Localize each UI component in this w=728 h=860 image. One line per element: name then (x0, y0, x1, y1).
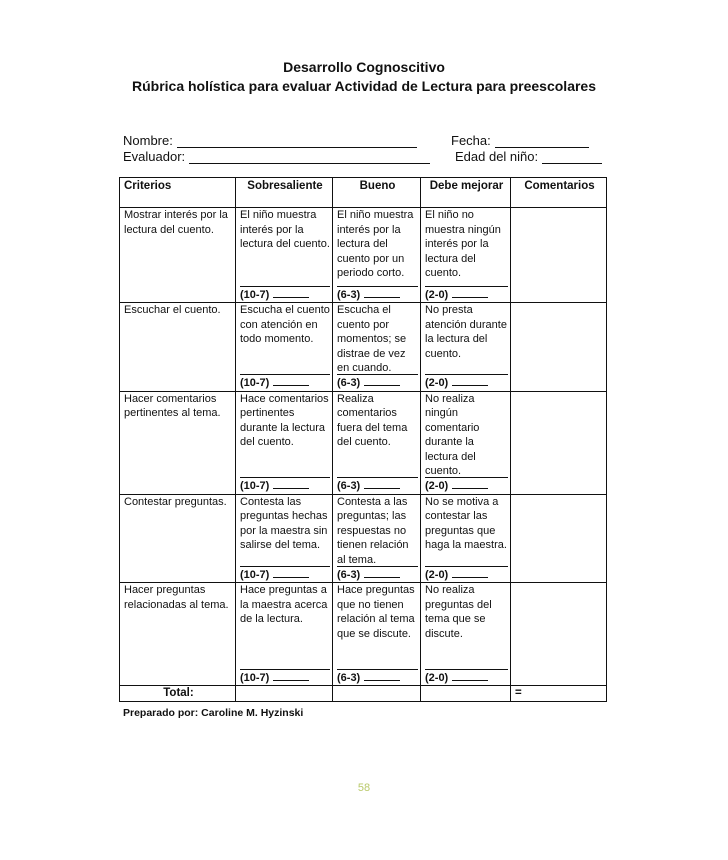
nombre-field[interactable] (123, 133, 417, 148)
total-empty-cell (421, 686, 511, 702)
score-range-label: (6-3) (337, 377, 361, 389)
nombre-blank[interactable] (177, 135, 417, 148)
debe-mejorar-cell (421, 583, 511, 686)
score-range (337, 286, 418, 303)
debe-mejorar-cell (421, 303, 511, 392)
score-range-label: (6-3) (337, 568, 361, 581)
score-range (337, 566, 418, 583)
score-range-label: (6-3) (337, 288, 361, 301)
score-blank[interactable] (273, 670, 309, 681)
debe-mejorar-cell (421, 208, 511, 303)
document-subtitle: Rúbrica holística para evaluar Actividad de Lectura para preescolares (131, 78, 596, 94)
criterion-cell: Contestar preguntas. (120, 494, 236, 583)
header-comentarios: Comentarios (511, 178, 607, 208)
evaluador-label: Evaluador: (123, 149, 186, 164)
score-range (337, 669, 418, 686)
score-range-label: (2-0) (425, 671, 449, 684)
score-blank[interactable] (364, 567, 400, 578)
edad-label: Edad del niño: (455, 149, 539, 164)
bueno-cell (333, 208, 421, 303)
debe-mejorar-cell (421, 391, 511, 494)
header-criterios: Criterios (120, 178, 236, 208)
level-description: El niño muestra interés por la lectura del cuento. (240, 209, 330, 250)
score-blank[interactable] (452, 375, 488, 386)
score-blank[interactable] (452, 670, 488, 681)
score-blank[interactable] (364, 478, 400, 489)
level-description: Hace preguntas a la maestra acerca de la lectura. (240, 584, 328, 625)
score-range-label: (10-7) (240, 671, 270, 684)
level-description: Realiza comentarios fuera del tema del cuento. (337, 392, 408, 448)
table-row (120, 391, 607, 494)
table-row (120, 583, 607, 686)
comment-cell[interactable] (511, 494, 607, 583)
level-description: No realiza preguntas del tema que se discute. (425, 584, 492, 640)
document-title: Desarrollo Cognoscitivo (283, 59, 445, 75)
score-range-label: (2-0) (425, 568, 449, 581)
total-empty-cell (333, 686, 421, 702)
sobresaliente-cell (236, 391, 333, 494)
score-blank[interactable] (273, 567, 309, 578)
level-description: No se motiva a contestar las preguntas que haga la maestra. (425, 495, 507, 551)
comment-cell[interactable] (511, 391, 607, 494)
sobresaliente-cell (236, 494, 333, 583)
score-range (425, 477, 508, 494)
score-range (337, 374, 418, 391)
bueno-cell (333, 494, 421, 583)
criterion-cell: Escuchar el cuento. (120, 303, 236, 392)
score-blank[interactable] (273, 287, 309, 298)
score-range-label: (2-0) (425, 288, 449, 301)
score-blank[interactable] (452, 567, 488, 578)
prepared-by: Preparado por: Caroline M. Hyzinski (123, 707, 304, 719)
score-range (240, 477, 330, 494)
fecha-blank[interactable] (495, 135, 589, 148)
page-number: 58 (357, 782, 371, 794)
score-range (240, 669, 330, 686)
header-sobresaliente: Sobresaliente (236, 178, 333, 208)
score-blank[interactable] (273, 478, 309, 489)
score-blank[interactable] (364, 375, 400, 386)
level-description: Contesta a las preguntas; las respuestas no tienen relación al tema. (337, 495, 409, 566)
table-header-row (120, 178, 607, 208)
score-range-label: (10-7) (240, 377, 270, 389)
sobresaliente-cell (236, 303, 333, 392)
criterion-cell: Hacer comentarios pertinentes al tema. (120, 391, 236, 494)
score-range (425, 566, 508, 583)
fecha-label: Fecha: (451, 133, 491, 148)
debe-mejorar-cell (421, 494, 511, 583)
score-blank[interactable] (364, 287, 400, 298)
comment-cell[interactable] (511, 583, 607, 686)
edad-blank[interactable] (542, 151, 602, 164)
level-description: Contesta las preguntas hechas por la maestra sin salirse del tema. (240, 495, 328, 551)
total-row (120, 686, 607, 702)
score-range (240, 286, 330, 303)
level-description: Escucha el cuento con atención en todo momento. (240, 304, 330, 345)
score-range (425, 669, 508, 686)
score-range (240, 566, 330, 583)
level-description: El niño no muestra ningún interés por la lectura del cuento. (425, 209, 501, 279)
score-range (425, 374, 508, 391)
criterion-cell: Mostrar interés por la lectura del cuento. (120, 208, 236, 303)
level-description: Hace comentarios pertinentes durante la lectura del cuento. (240, 392, 329, 448)
edad-field[interactable] (455, 149, 602, 164)
score-range-label: (10-7) (240, 568, 270, 581)
score-range (425, 286, 508, 303)
level-description: Hace preguntas que no tienen relación al tema que se discute. (337, 584, 415, 640)
header-bueno: Bueno (333, 178, 421, 208)
level-description: No presta atención durante la lectura del cuento. (425, 304, 507, 360)
bueno-cell (333, 583, 421, 686)
score-range-label: (10-7) (240, 480, 270, 492)
evaluador-field[interactable] (123, 149, 430, 164)
bueno-cell (333, 303, 421, 392)
level-description: Escucha el cuento por momentos; se distrae de vez en cuando. (337, 304, 407, 374)
header-debe-mejorar: Debe mejorar (421, 178, 511, 208)
total-equals-cell[interactable]: = (511, 686, 607, 702)
level-description: El niño muestra interés por la lectura del cuento por un periodo corto. (337, 209, 414, 279)
score-range-label: (6-3) (337, 480, 361, 492)
fecha-field[interactable] (451, 133, 589, 148)
score-blank[interactable] (452, 287, 488, 298)
bueno-cell (333, 391, 421, 494)
rubric-table (119, 177, 607, 702)
score-blank[interactable] (273, 375, 309, 386)
sobresaliente-cell (236, 208, 333, 303)
comment-cell[interactable] (511, 208, 607, 303)
table-row (120, 208, 607, 303)
score-range-label: (10-7) (240, 288, 270, 301)
evaluador-blank[interactable] (189, 151, 430, 164)
total-label: Total: (120, 686, 236, 702)
total-empty-cell (236, 686, 333, 702)
score-range (240, 374, 330, 391)
sobresaliente-cell (236, 583, 333, 686)
score-range (337, 477, 418, 494)
score-range-label: (2-0) (425, 480, 449, 492)
score-blank[interactable] (452, 478, 488, 489)
level-description: No realiza ningún comentario durante la lectura del cuento. (425, 392, 480, 477)
nombre-label: Nombre: (123, 133, 173, 148)
score-range-label: (2-0) (425, 377, 449, 389)
table-row (120, 303, 607, 392)
score-range-label: (6-3) (337, 671, 361, 684)
criterion-cell: Hacer preguntas relacionadas al tema. (120, 583, 236, 686)
table-row (120, 494, 607, 583)
comment-cell[interactable] (511, 303, 607, 392)
score-blank[interactable] (364, 670, 400, 681)
